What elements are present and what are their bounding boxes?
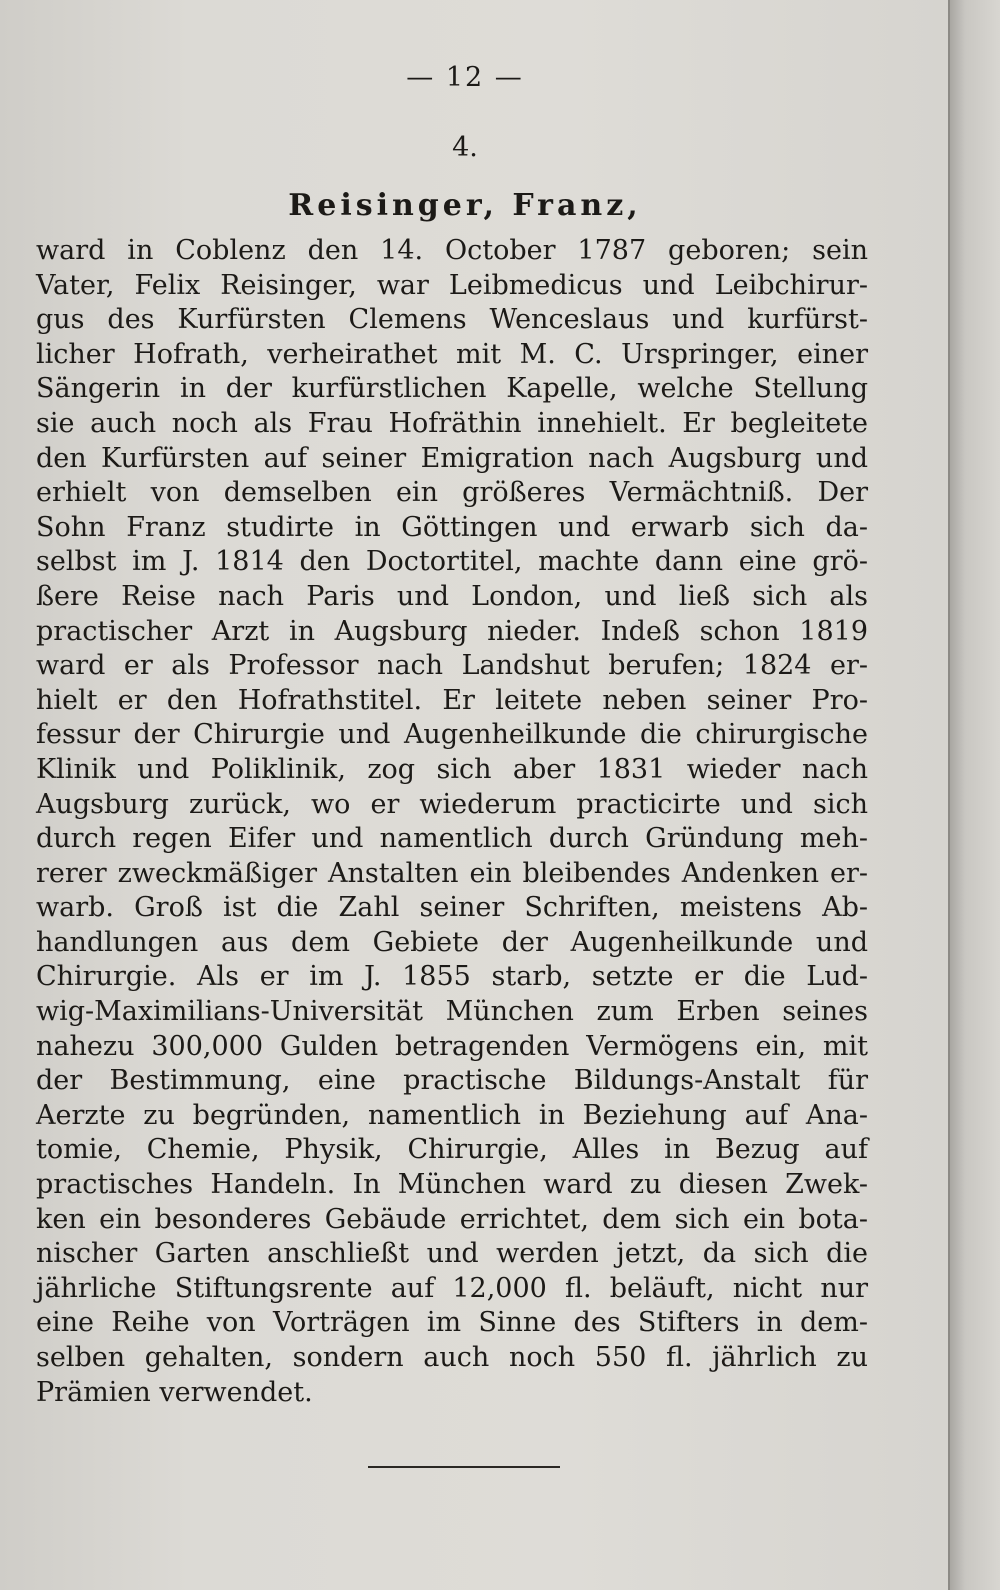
text-line: sie auch noch als Frau Hofräthin innehielt. Er begleitete	[36, 407, 868, 439]
page-number: — 12 —	[406, 62, 524, 93]
text-line: selbst im J. 1814 den Doctortitel, machte dann eine grö-	[36, 546, 868, 578]
text-line: ßere Reise nach Paris und London, und ließ sich als	[36, 580, 868, 612]
text-line: hielt er den Hofrathstitel. Er leitete neben seiner Pro-	[36, 684, 868, 716]
text-line: handlungen aus dem Gebiete der Augenheilkunde und	[36, 926, 868, 958]
text-line: selben gehalten, sondern auch noch 550 fl. jährlich zu	[36, 1342, 868, 1373]
text-line: erhielt von demselben ein größeres Vermächtniß. Der	[36, 477, 868, 509]
text-line: Klinik und Poliklinik, zog sich aber 1831 wieder nach	[36, 753, 868, 785]
text-line: jährliche Stiftungsrente auf 12,000 fl. beläuft, nicht nur	[36, 1272, 868, 1304]
text-line: nischer Garten anschließt und werden jetzt, da sich die	[36, 1238, 868, 1270]
text-line: licher Hofrath, verheirathet mit M. C. Urspringer, einer	[36, 338, 868, 370]
section-number: 4.	[452, 132, 478, 163]
text-line: wig-Maximilians-Universität München zum Erben seines	[36, 996, 868, 1028]
text-line: ward in Coblenz den 14. October 1787 geboren; sein	[36, 235, 868, 266]
text-line: practisches Handeln. In München ward zu diesen Zwek-	[36, 1169, 868, 1201]
text-line: Aerzte zu begründen, namentlich in Beziehung auf Ana-	[36, 1099, 868, 1131]
text-line: gus des Kurfürsten Clemens Wenceslaus und kurfürst-	[36, 304, 868, 336]
text-line: durch regen Eifer und namentlich durch Gründung meh-	[36, 823, 868, 855]
book-gutter	[948, 0, 1000, 1590]
text-line: Sohn Franz studirte in Göttingen und erwarb sich da-	[36, 511, 868, 543]
text-line: fessur der Chirurgie und Augenheilkunde die chirurgische	[36, 719, 868, 751]
text-line: practischer Arzt in Augsburg nieder. Indeß schon 1819	[36, 615, 868, 647]
text-line: der Bestimmung, eine practische Bildungs-Anstalt für	[36, 1065, 868, 1097]
text-line: Vater, Felix Reisinger, war Leibmedicus und Leibchirur-	[36, 269, 868, 301]
biography-text	[36, 234, 868, 1410]
text-line: Augsburg zurück, wo er wiederum practicirte und sich	[36, 788, 868, 820]
text-line: tomie, Chemie, Physik, Chirurgie, Alles in Bezug auf	[36, 1134, 868, 1166]
text-line: ward er als Professor nach Landshut berufen; 1824 er-	[36, 650, 868, 682]
text-line: ken ein besonderes Gebäude errichtet, dem sich ein bota-	[36, 1203, 868, 1235]
text-line: eine Reihe von Vorträgen im Sinne des Stifters in dem-	[36, 1307, 868, 1339]
text-line: Chirurgie. Als er im J. 1855 starb, setzte er die Lud-	[36, 961, 868, 993]
text-line: rerer zweckmäßiger Anstalten ein bleibendes Andenken er-	[36, 857, 868, 889]
text-line: warb. Groß ist die Zahl seiner Schriften, meistens Ab-	[36, 892, 868, 924]
entry-title: Reisinger, Franz,	[288, 188, 642, 223]
text-line: Prämien verwendet.	[36, 1376, 313, 1408]
end-rule	[368, 1466, 560, 1468]
text-line: nahezu 300,000 Gulden betragenden Vermögens ein, mit	[36, 1030, 868, 1062]
text-line: Sängerin in der kurfürstlichen Kapelle, welche Stellung	[36, 373, 868, 405]
text-line: den Kurfürsten auf seiner Emigration nach Augsburg und	[36, 442, 868, 474]
